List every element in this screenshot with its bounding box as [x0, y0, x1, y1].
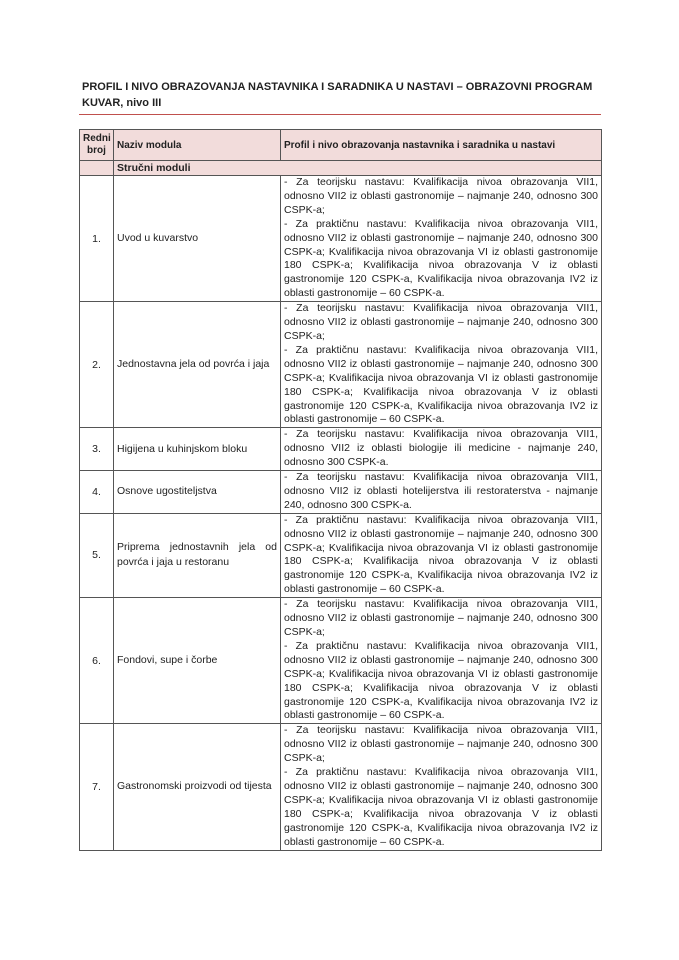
- profile-requirements: [281, 302, 602, 428]
- module-name: Gastronomski proizvodi od tijesta: [114, 724, 281, 850]
- header-module: Naziv modula: [114, 130, 281, 161]
- table-row: [80, 471, 602, 514]
- requirement-theory: - Za teorijsku nastavu: Kvalifikacija nivoa obrazovanja VII1, odnosno VII2 iz oblasti gastronomije – najmanje 240, odnosno 300 CSPK-a;: [284, 176, 598, 216]
- row-number: 2.: [80, 302, 114, 428]
- module-name: Higijena u kuhinjskom bloku: [114, 428, 281, 471]
- requirement-practice: - Za praktičnu nastavu: Kvalifikacija nivoa obrazovanja VII1, odnosno VII2 iz oblasti gastronomije – najmanje 240, odnosno 300 CSPK-a; Kvalifikacija nivoa obrazovanja VI iz oblasti gastronomije 180 CSPK-a; Kvalifikacija nivoa obrazovanja V iz oblasti gastronomije 120 CSPK-a, Kvalifikacija nivoa obrazovanja IV2 iz oblasti gastronomije – 60 CSPK-a.: [284, 343, 598, 426]
- profile-table: [79, 129, 602, 851]
- table-header-row: [80, 130, 602, 161]
- row-number: 5.: [80, 513, 114, 597]
- row-number: 7.: [80, 724, 114, 850]
- table-row: [80, 513, 602, 597]
- title-underline: [79, 114, 601, 115]
- requirement-theory: - Za teorijsku nastavu: Kvalifikacija nivoa obrazovanja VII1, odnosno VII2 iz oblasti biologije ili medicine - najmanje 240, odnosno 300 CSPK-a.: [284, 428, 598, 469]
- requirement-theory: - Za teorijsku nastavu: Kvalifikacija nivoa obrazovanja VII1, odnosno VII2 iz oblasti gastronomije – najmanje 240, odnosno 300 CSPK-a;: [284, 598, 598, 638]
- row-number: 3.: [80, 428, 114, 471]
- table-row: [80, 176, 602, 302]
- requirement-theory: - Za teorijsku nastavu: Kvalifikacija nivoa obrazovanja VII1, odnosno VII2 iz oblasti gastronomije – najmanje 240, odnosno 300 CSPK-a;: [284, 302, 598, 342]
- title-line-2: KUVAR, nivo III: [82, 97, 162, 109]
- profile-requirements: [281, 176, 602, 302]
- requirement-practice: - Za praktičnu nastavu: Kvalifikacija nivoa obrazovanja VII1, odnosno VII2 iz oblasti gastronomije – najmanje 240, odnosno 300 CSPK-a; Kvalifikacija nivoa obrazovanja VI iz oblasti gastronomije 180 CSPK-a; Kvalifikacija nivoa obrazovanja V iz oblasti gastronomije 120 CSPK-a, Kvalifikacija nivoa obrazovanja IV2 iz oblasti gastronomije – 60 CSPK-a.: [284, 766, 598, 848]
- requirement-practice: - Za praktičnu nastavu: Kvalifikacija nivoa obrazovanja VII1, odnosno VII2 iz oblasti gastronomije – najmanje 240, odnosno 300 CSPK-a; Kvalifikacija nivoa obrazovanja VI iz oblasti gastronomije 180 CSPK-a; Kvalifikacija nivoa obrazovanja V iz oblasti gastronomije 120 CSPK-a, Kvalifikacija nivoa obrazovanja IV2 iz oblasti gastronomije – 60 CSPK-a.: [284, 513, 598, 596]
- title-line-1: PROFIL I NIVO OBRAZOVANJA NASTAVNIKA I SARADNIKA U NASTAVI – OBRAZOVNI PROGRAM: [82, 81, 593, 93]
- profile-requirements: [281, 724, 602, 850]
- table-row: [80, 724, 602, 850]
- table-row: [80, 428, 602, 471]
- header-num: Redni broj: [80, 130, 114, 161]
- table-row: [80, 598, 602, 724]
- section-empty-cell: [80, 161, 114, 176]
- requirement-practice: - Za praktičnu nastavu: Kvalifikacija nivoa obrazovanja VII1, odnosno VII2 iz oblasti gastronomije – najmanje 240, odnosno 300 CSPK-a; Kvalifikacija nivoa obrazovanja VI iz oblasti gastronomije 180 CSPK-a; Kvalifikacija nivoa obrazovanja V iz oblasti gastronomije 120 CSPK-a, Kvalifikacija nivoa obrazovanja IV2 iz oblasti gastronomije – 60 CSPK-a.: [284, 639, 598, 722]
- section-title: Stručni moduli: [114, 161, 602, 176]
- requirement-theory: - Za teorijsku nastavu: Kvalifikacija nivoa obrazovanja VII1, odnosno VII2 iz oblasti gastronomije – najmanje 240, odnosno 300 CSPK-a;: [284, 724, 598, 765]
- row-number: 6.: [80, 598, 114, 724]
- requirement-theory: - Za teorijsku nastavu: Kvalifikacija nivoa obrazovanja VII1, odnosno VII2 iz oblasti hotelijerstva ili restoraterstva - najmanje 240, odnosno 300 CSPK-a.: [284, 471, 598, 511]
- header-profile: Profil i nivo obrazovanja nastavnika i saradnika u nastavi: [281, 130, 602, 161]
- row-number: 1.: [80, 176, 114, 302]
- profile-requirements: [281, 471, 602, 514]
- module-name: Fondovi, supe i čorbe: [114, 598, 281, 724]
- module-name: Jednostavna jela od povrća i jaja: [114, 302, 281, 428]
- row-number: 4.: [80, 471, 114, 514]
- page-title: [82, 79, 602, 111]
- module-name: Osnove ugostiteljstva: [114, 471, 281, 514]
- profile-requirements: [281, 513, 602, 597]
- table-row: [80, 302, 602, 428]
- section-row: [80, 161, 602, 176]
- requirement-practice: - Za praktičnu nastavu: Kvalifikacija nivoa obrazovanja VII1, odnosno VII2 iz oblasti gastronomije – najmanje 240, odnosno 300 CSPK-a; Kvalifikacija nivoa obrazovanja VI iz oblasti gastronomije 180 CSPK-a; Kvalifikacija nivoa obrazovanja V iz oblasti gastronomije 120 CSPK-a, Kvalifikacija nivoa obrazovanja IV2 iz oblasti gastronomije – 60 CSPK-a.: [284, 217, 598, 300]
- module-name: Uvod u kuvarstvo: [114, 176, 281, 302]
- module-name: Priprema jednostavnih jela od povrća i jaja u restoranu: [114, 513, 281, 597]
- profile-requirements: [281, 598, 602, 724]
- profile-requirements: [281, 428, 602, 471]
